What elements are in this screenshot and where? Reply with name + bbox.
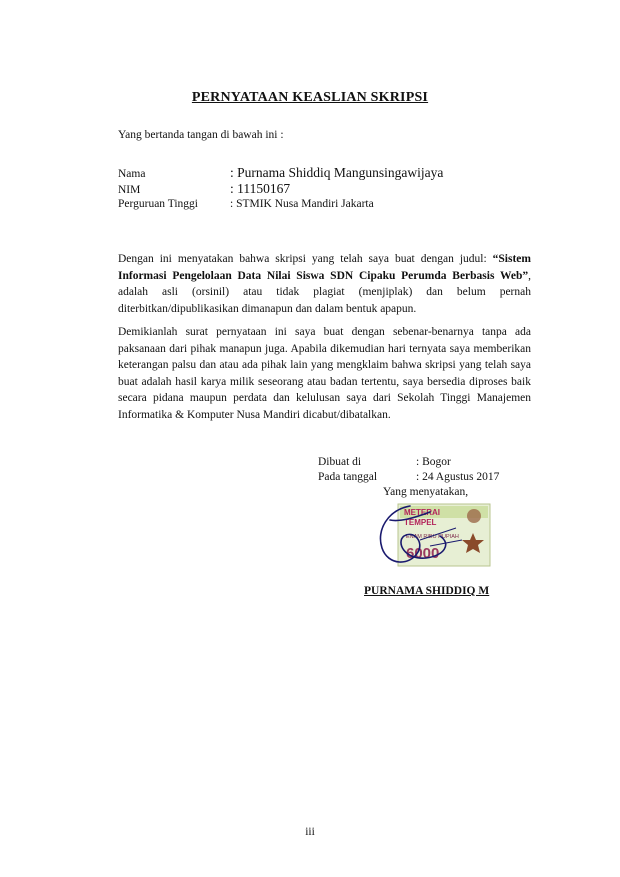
field-value: : Purnama Shiddiq Mangunsingawijaya [230,165,444,180]
date-label: Pada tanggal [318,471,378,483]
document-title: PERNYATAAN KEASLIAN SKRIPSI [191,90,429,105]
place-label: Dibuat di [318,456,362,468]
field-perguruan-tinggi [118,198,374,210]
stamp-line1: METERAI [404,508,440,517]
field-nama [118,165,443,181]
field-nim [118,181,290,197]
stamp-amount: 6000 [406,545,440,562]
date-line [318,471,499,483]
signature-stamp-area [370,500,495,575]
signer-label: Yang menyatakan, [383,486,469,498]
stamp-line2: TEMPEL [404,518,437,527]
field-label: Perguruan Tinggi [118,198,198,210]
page-number: iii [305,826,315,838]
date-value: : 24 Agustus 2017 [416,471,500,483]
field-value: : STMIK Nusa Mandiri Jakarta [230,198,374,210]
field-label: Nama [118,168,146,180]
meterai-stamp-icon [370,500,495,575]
statement-lead: Dengan ini menyatakan bahwa skripsi yang telah saya buat dengan judul: [118,253,493,265]
signer-name: PURNAMA SHIDDIQ M [364,585,490,597]
field-value: : 11150167 [230,181,291,196]
stamp-words: ENAM RIBU RUPIAH [406,534,459,540]
paragraph-statement [118,251,531,317]
place-line [318,456,451,468]
place-value: : Bogor [416,456,451,468]
paragraph-declaration: Demikianlah surat pernyataan ini saya buat dengan sebenar-benarnya tanpa ada paksanaan dari pihak manapun juga. Apabila dikemudian hari ternyata saya memberikan keterangan palsu dan atau ada pihak lain yang mengklaim bahwa skripsi yang telah saya buat adalah hasil karya milik seseorang atau badan tertentu, saya bersedia diproses baik secara pidana maupun perdata dan kelulusan saya dari Sekolah Tinggi Manajemen Informatika & Komputer Nusa Mandiri dicabut/dibatalkan. [118,326,531,421]
field-label: NIM [118,184,141,196]
intro-text: Yang bertanda tangan di bawah ini : [118,129,284,141]
statement-tail: , adalah asli (orsinil) atau tidak plagiat (menjiplak) dan belum pernah diterbitkan/dipublikasikan dimanapun dan dalam bentuk apapun. [118,269,531,315]
thesis-title: “Sistem Informasi Pengelolaan Data Nilai Siswa SDN Cipaku Perumda Berbasis Web” [118,253,531,282]
